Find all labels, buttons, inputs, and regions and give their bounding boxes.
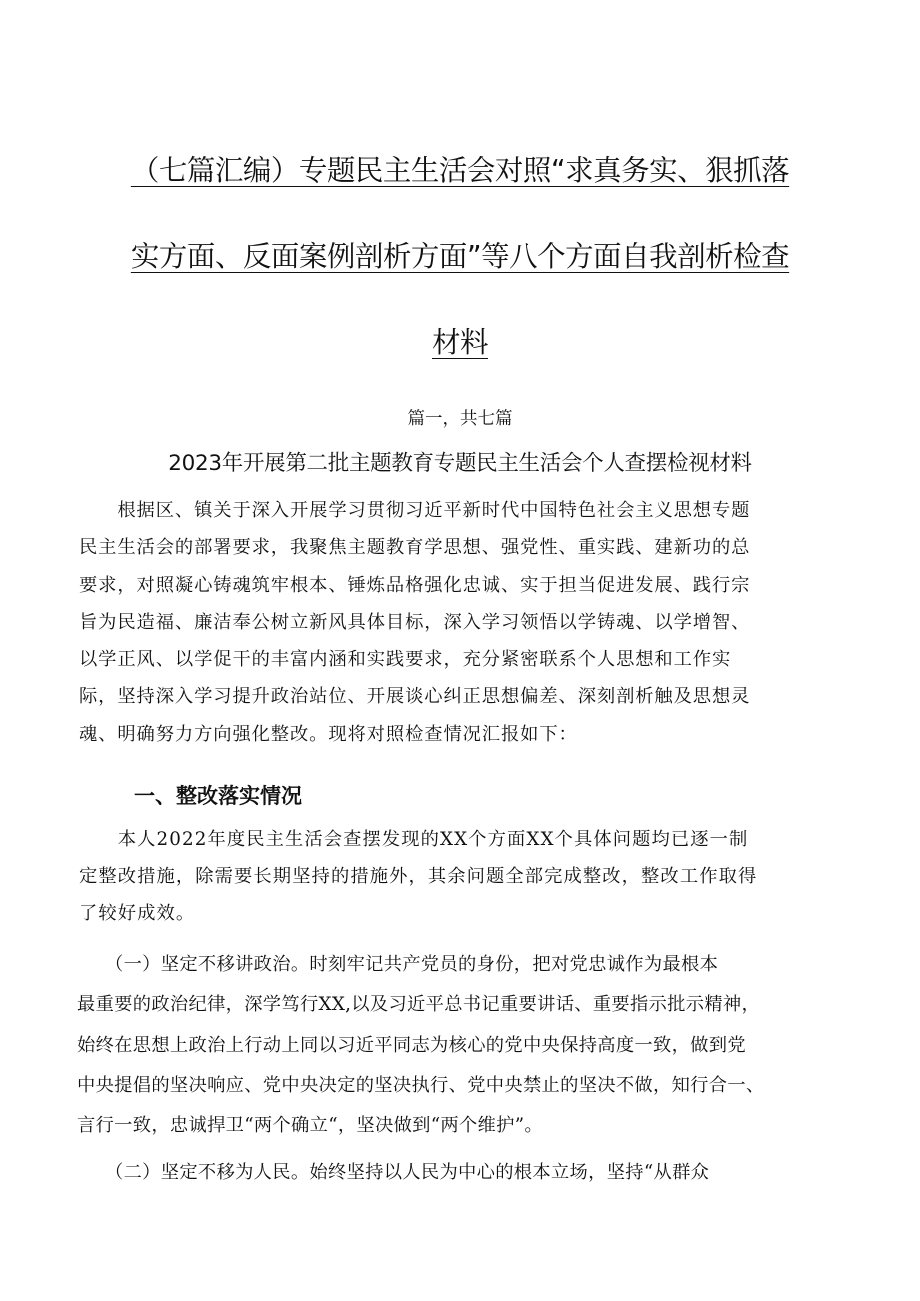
rectification-paragraph	[79, 821, 757, 932]
text-line: 了较好成效。	[79, 903, 196, 924]
text-line: 以学正风、以学促干的丰富内涵和实践要求，充分紧密联系个人思想和工作实	[79, 649, 732, 671]
document-subtitle: 2023年开展第二批主题教育专题民主生活会个人查摆检视材料	[168, 451, 752, 476]
text-line: （二）坚定不移为人民。始终坚持以人民为中心的根本立场，坚持“从群众	[77, 1162, 710, 1183]
document-title	[100, 128, 820, 386]
text-line: 定整改措施，除需要长期坚持的措施外，其余问题全部完成整改，整改工作取得	[79, 866, 758, 887]
text-line: 言行一致，忠诚捍卫“两个确立“，坚决做到“两个维护”。	[77, 1115, 543, 1137]
section-heading: 一、整改落实情况	[134, 784, 302, 808]
item-politics-paragraph	[77, 945, 765, 1146]
text-line: 最重要的政治纪律，深学笃行XX,以及习近平总书记重要讲话、重要指示批示精神，	[77, 994, 761, 1016]
text-line: 旨为民造福、廉洁奉公树立新风具体目标，深入学习领悟以学铸魂、以学增智、	[79, 611, 751, 633]
text-line: 民主生活会的部署要求，我聚焦主题教育学思想、强党性、重实践、建新功的总	[79, 537, 751, 559]
title-line: （七篇汇编）专题民主生活会对照“求真务实、狠抓落	[130, 154, 790, 187]
text-line: 要求，对照凝心铸魂筑牢根本、锤炼品格强化忠诚、实于担当促进发展、践行宗	[79, 574, 751, 596]
text-line: （一）坚定不移讲政治。时刻牢记共产党员的身份，把对党忠诚作为最根本	[77, 954, 719, 975]
text-line: 际，坚持深入学习提升政治站位、开展谈心纠正思想偏差、深刻剖析触及思想灵	[79, 686, 751, 708]
title-line: 材料	[431, 326, 488, 359]
intro-paragraph	[79, 492, 750, 753]
text-line: 始终在思想上政治上行动上同以习近平同志为核心的党中央保持高度一致，做到党	[77, 1034, 746, 1056]
text-line: 本人2022年度民主生活会查摆发现的XX个方面XX个具体问题均已逐一制	[79, 829, 749, 850]
section-label: 篇一，共七篇	[407, 409, 513, 429]
text-line: 根据区、镇关于深入开展学习贯彻习近平新时代中国特色社会主义思想专题	[79, 500, 751, 521]
text-line: 魂、明确努力方向强化整改。现将对照检查情况汇报如下：	[79, 723, 578, 745]
title-line: 实方面、反面案例剖析方面”等八个方面自我剖析检查	[130, 240, 790, 273]
text-line: 中央提倡的坚决响应、党中央决定的坚决执行、党中央禁止的坚决不做，知行合一、	[77, 1074, 765, 1096]
item-people-paragraph	[77, 1153, 709, 1193]
